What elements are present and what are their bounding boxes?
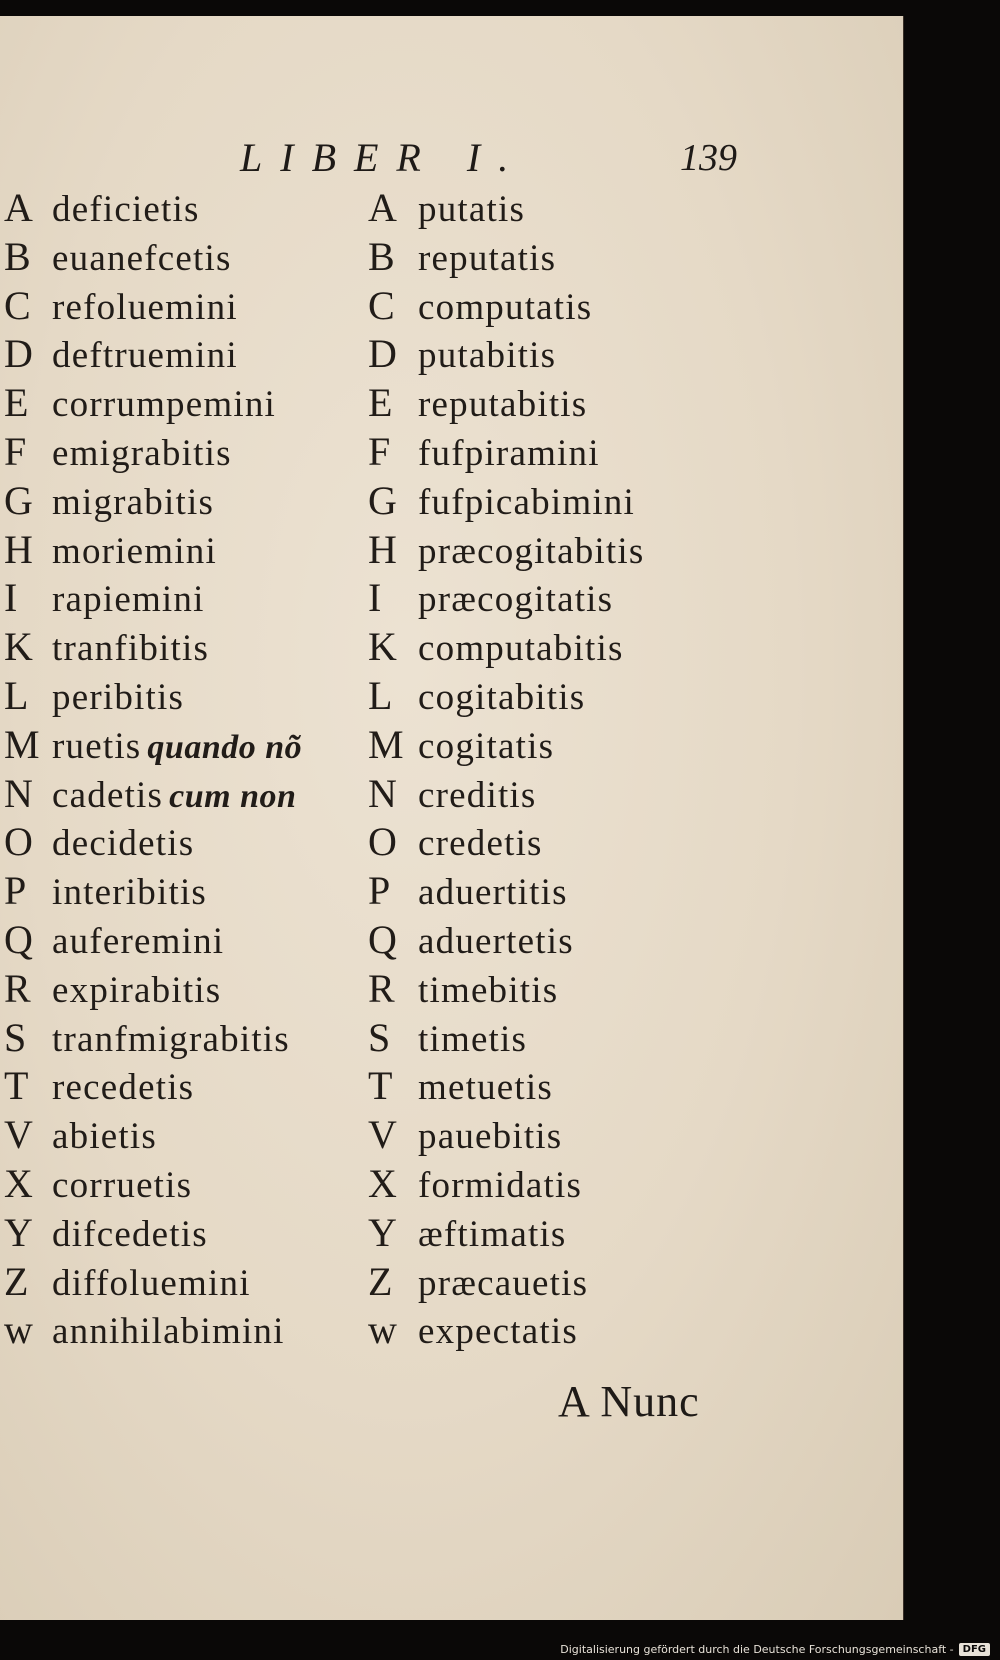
cipher-word: computabitis [418, 628, 624, 670]
cipher-letter: K [368, 624, 397, 670]
cipher-letter: L [368, 672, 393, 718]
cipher-letter: Q [368, 916, 397, 962]
word-row [368, 623, 698, 672]
word-row [4, 184, 349, 233]
cipher-word: auferemini [52, 920, 225, 962]
cipher-letter: D [4, 331, 33, 377]
cipher-letter: L [4, 672, 29, 718]
cipher-word: diffoluemini [52, 1262, 251, 1304]
cipher-word: abietis [52, 1116, 157, 1158]
word-row [368, 1209, 698, 1258]
word-row [368, 721, 698, 770]
cipher-letter: T [4, 1063, 29, 1109]
cipher-word: timebitis [418, 969, 559, 1011]
cipher-letter: Y [4, 1209, 33, 1255]
word-row [368, 1111, 698, 1160]
word-row [4, 1209, 349, 1258]
cipher-word: deficietis [52, 189, 200, 230]
cipher-letter: F [4, 428, 27, 474]
cipher-word: corrumpemini [52, 384, 277, 426]
cipher-letter: I [368, 575, 382, 621]
word-row [368, 574, 698, 623]
cipher-word: rapiemini [52, 579, 205, 621]
cipher-word: credetis [418, 823, 543, 865]
cipher-word: ruetis [52, 725, 142, 767]
word-row [4, 1014, 349, 1063]
word-row [368, 477, 698, 526]
cipher-letter: R [4, 965, 31, 1011]
word-row [368, 282, 698, 331]
cipher-letter: O [4, 819, 33, 865]
cipher-letter: B [4, 233, 31, 279]
word-row [4, 965, 349, 1014]
word-row [368, 233, 698, 282]
word-row [368, 379, 698, 428]
word-row [4, 916, 349, 965]
cipher-word: refoluemini [52, 286, 238, 328]
cipher-word: aduertitis [418, 872, 568, 914]
cipher-word: æftimatis [418, 1213, 567, 1255]
word-row [368, 965, 698, 1014]
cipher-word: annihilabimini [52, 1311, 285, 1353]
cipher-letter: F [368, 428, 391, 474]
running-head: LIBER I. [240, 135, 527, 180]
word-row [368, 1160, 698, 1209]
digitization-footer [560, 1643, 990, 1656]
cipher-word: tranfmigrabitis [52, 1018, 290, 1060]
cipher-word: deftruemini [52, 335, 238, 377]
cipher-letter: E [368, 380, 393, 426]
word-row [4, 379, 349, 428]
word-row [4, 623, 349, 672]
cipher-word: reputabitis [418, 384, 588, 426]
word-row [4, 721, 349, 770]
left-word-column [4, 184, 349, 1355]
cipher-word: peribitis [52, 676, 185, 718]
cipher-word: decidetis [52, 823, 195, 865]
cipher-letter: A [368, 185, 397, 230]
cipher-word: præcogitabitis [418, 530, 645, 572]
word-row [4, 574, 349, 623]
page-number: 139 [680, 137, 737, 179]
cipher-letter: I [4, 575, 18, 621]
italic-gloss: quando nõ [147, 728, 303, 766]
word-row [4, 1160, 349, 1209]
word-row [4, 672, 349, 721]
cipher-letter: V [4, 1112, 33, 1158]
cipher-word: putatis [418, 189, 526, 230]
cipher-letter: A [4, 185, 33, 230]
word-row [368, 867, 698, 916]
cipher-letter: P [368, 868, 391, 914]
cipher-word: difcedetis [52, 1213, 208, 1255]
word-row [368, 1062, 698, 1111]
italic-gloss: cum non [169, 777, 297, 815]
cipher-word: expirabitis [52, 969, 222, 1011]
word-row [368, 672, 698, 721]
cipher-letter: T [368, 1063, 393, 1109]
word-row [4, 1062, 349, 1111]
word-row [4, 1111, 349, 1160]
cipher-letter: Z [368, 1258, 393, 1304]
word-row [4, 428, 349, 477]
cipher-word: interibitis [52, 872, 208, 914]
word-row [4, 233, 349, 282]
cipher-word: cogitabitis [418, 676, 586, 718]
cipher-word: præcauetis [418, 1262, 589, 1304]
word-row [368, 770, 698, 819]
cipher-word: metuetis [418, 1067, 553, 1109]
cipher-letter: G [4, 477, 33, 523]
cipher-word: putabitis [418, 335, 557, 377]
page-header [0, 134, 903, 184]
cipher-letter: w [368, 1307, 397, 1353]
cipher-letter: H [4, 526, 33, 572]
cipher-letter: G [368, 477, 397, 523]
cipher-word: formidatis [418, 1164, 583, 1206]
cipher-letter: S [4, 1014, 27, 1060]
cipher-letter: K [4, 624, 33, 670]
cipher-letter: O [368, 819, 397, 865]
cipher-letter: R [368, 965, 395, 1011]
word-row [4, 526, 349, 575]
cipher-word: euanefcetis [52, 237, 232, 279]
word-row [368, 1014, 698, 1063]
dfg-logo: DFG [959, 1643, 990, 1656]
word-row [4, 818, 349, 867]
cipher-word: emigrabitis [52, 432, 232, 474]
cipher-letter: Y [368, 1209, 397, 1255]
word-row [368, 1306, 698, 1355]
word-row [368, 1258, 698, 1307]
word-row [4, 282, 349, 331]
cipher-word: computatis [418, 286, 593, 328]
footer-credit: Digitalisierung gefördert durch die Deutsche Forschungsgemeinschaft - [560, 1643, 954, 1656]
cipher-letter: X [368, 1160, 397, 1206]
word-row [368, 184, 698, 233]
catchword: A Nunc [558, 1377, 700, 1426]
cipher-word: tranfibitis [52, 628, 210, 670]
cipher-letter: Z [4, 1258, 29, 1304]
cipher-letter: C [4, 282, 31, 328]
cipher-word: fufpicabimini [418, 481, 635, 523]
cipher-letter: N [4, 770, 33, 816]
cipher-word: timetis [418, 1018, 528, 1060]
cipher-letter: N [368, 770, 397, 816]
word-row [368, 818, 698, 867]
cipher-word: recedetis [52, 1067, 195, 1109]
cipher-word: præcogitatis [418, 579, 614, 621]
cipher-letter: D [368, 331, 397, 377]
word-row [368, 428, 698, 477]
word-row [4, 1258, 349, 1307]
word-row [4, 1306, 349, 1355]
cipher-letter: E [4, 380, 29, 426]
word-row [4, 770, 349, 819]
word-row [4, 330, 349, 379]
word-row [4, 867, 349, 916]
cipher-word: corruetis [52, 1164, 193, 1206]
cipher-letter: M [4, 721, 40, 767]
cipher-word: reputatis [418, 237, 557, 279]
cipher-letter: X [4, 1160, 33, 1206]
cipher-letter: Q [4, 916, 33, 962]
cipher-letter: w [4, 1307, 33, 1353]
cipher-word: moriemini [52, 530, 217, 572]
word-row [368, 526, 698, 575]
cipher-word: migrabitis [52, 481, 215, 523]
word-row [368, 330, 698, 379]
cipher-letter: B [368, 233, 395, 279]
cipher-letter: H [368, 526, 397, 572]
cipher-word: cogitatis [418, 725, 555, 767]
cipher-letter: P [4, 868, 27, 914]
cipher-letter: V [368, 1112, 397, 1158]
right-word-column [368, 184, 698, 1355]
cipher-word: cadetis [52, 774, 164, 816]
word-row [368, 916, 698, 965]
cipher-letter: S [368, 1014, 391, 1060]
cipher-word: aduertetis [418, 920, 574, 962]
book-page [0, 16, 904, 1620]
cipher-word: pauebitis [418, 1116, 563, 1158]
cipher-letter: M [368, 721, 404, 767]
word-row [4, 477, 349, 526]
cipher-word: fufpiramini [418, 432, 600, 474]
cipher-letter: C [368, 282, 395, 328]
cipher-word: creditis [418, 774, 537, 816]
cipher-word: expectatis [418, 1311, 578, 1353]
